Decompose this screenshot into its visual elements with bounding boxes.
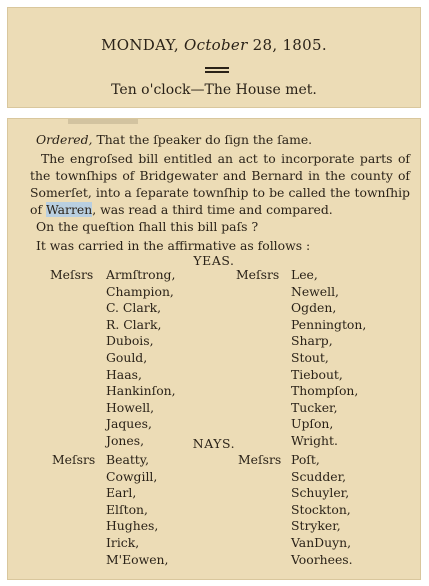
yeas-member: Gould, xyxy=(106,349,148,365)
nays-member: Beatty, xyxy=(106,452,150,467)
date-header-panel xyxy=(7,7,421,108)
yeas-member: Haas, xyxy=(106,366,142,382)
double-rule-top xyxy=(205,67,229,69)
yeas-member: Dubois, xyxy=(106,333,154,349)
highlighted-word-warren[interactable]: Warren xyxy=(46,202,93,217)
yeas-left-prefix: Meſsrs xyxy=(50,267,94,282)
nays-member: Stryker, xyxy=(291,518,341,534)
yeas-member: Wright. xyxy=(291,432,338,448)
yeas-member: Ogden, xyxy=(291,300,337,316)
nays-member: Earl, xyxy=(106,485,137,501)
day-year: 28, 1805. xyxy=(252,36,327,54)
month: October xyxy=(184,36,248,54)
yeas-member: C. Clark, xyxy=(106,300,162,316)
yeas-member: Hankinſon, xyxy=(106,383,176,399)
weekday: MONDAY, xyxy=(101,36,179,54)
nays-right-prefix: Meſsrs xyxy=(238,452,282,467)
nays-member: VanDuyn, xyxy=(291,534,352,550)
yeas-member: Tucker, xyxy=(291,399,338,415)
nays-member: Elſton, xyxy=(106,501,148,517)
nays-heading: NAYS. xyxy=(192,436,236,451)
ordered-rest: That the ſpeaker do ſign the ſame. xyxy=(96,132,313,147)
yeas-member: Jones, xyxy=(106,432,145,448)
yeas-member: Stout, xyxy=(291,349,329,365)
yeas-left-list xyxy=(106,267,176,450)
yeas-member: Pennington, xyxy=(291,316,367,332)
bill-paragraph xyxy=(30,150,410,218)
question-paragraph: On the queſtion ſhall this bill paſs ? xyxy=(36,219,259,234)
nays-member: Cowgill, xyxy=(106,468,158,484)
cropped-text-remnant xyxy=(68,119,138,124)
yeas-member: Tiebout, xyxy=(291,366,343,382)
nays-member: Poſt, xyxy=(291,452,320,467)
nays-right-list xyxy=(291,452,353,568)
nays-member: Irick, xyxy=(106,534,140,550)
nays-left-prefix: Meſsrs xyxy=(52,452,96,467)
double-rule-bottom xyxy=(205,71,229,73)
nays-member: Hughes, xyxy=(106,518,159,534)
yeas-right-list xyxy=(291,267,366,450)
nays-member: M'Eowen, xyxy=(106,551,169,567)
yeas-member: Armſtrong, xyxy=(106,267,176,282)
nays-member: Voorhees. xyxy=(291,551,353,567)
date-line xyxy=(8,36,420,54)
yeas-member: Champion, xyxy=(106,283,174,299)
nays-member: Schuyler, xyxy=(291,485,350,501)
nays-member: Stockton, xyxy=(291,501,351,517)
yeas-member: Howell, xyxy=(106,399,155,415)
nays-member: Scudder, xyxy=(291,468,347,484)
yeas-member: Jaques, xyxy=(106,416,152,432)
yeas-right-prefix: Meſsrs xyxy=(236,267,280,282)
bill-text-after: , was read a third time and compared. xyxy=(92,202,333,217)
ordered-paragraph xyxy=(36,131,416,148)
session-line: Ten o'clock—The House met. xyxy=(111,82,317,98)
nays-left-list xyxy=(106,452,168,568)
yeas-heading: YEAS. xyxy=(193,253,235,268)
yeas-member: Newell, xyxy=(291,283,339,299)
yeas-member: Sharp, xyxy=(291,333,333,349)
yeas-member: Lee, xyxy=(291,267,318,282)
yeas-member: Upſon, xyxy=(291,416,334,432)
yeas-member: R. Clark, xyxy=(106,316,162,332)
ordered-lead: Ordered, xyxy=(36,132,93,147)
yeas-member: Thompſon, xyxy=(291,383,359,399)
bill-text-before: The engroſsed bill entitled an act to incorporate parts of the townſhips of Bridgewater and Bernard in the county of Somerſet, into a ſeparate townſhip to be called the townſhip of xyxy=(30,151,410,217)
journal-page-panel xyxy=(7,118,421,580)
carried-paragraph: It was carried in the affirmative as follows : xyxy=(36,238,311,253)
